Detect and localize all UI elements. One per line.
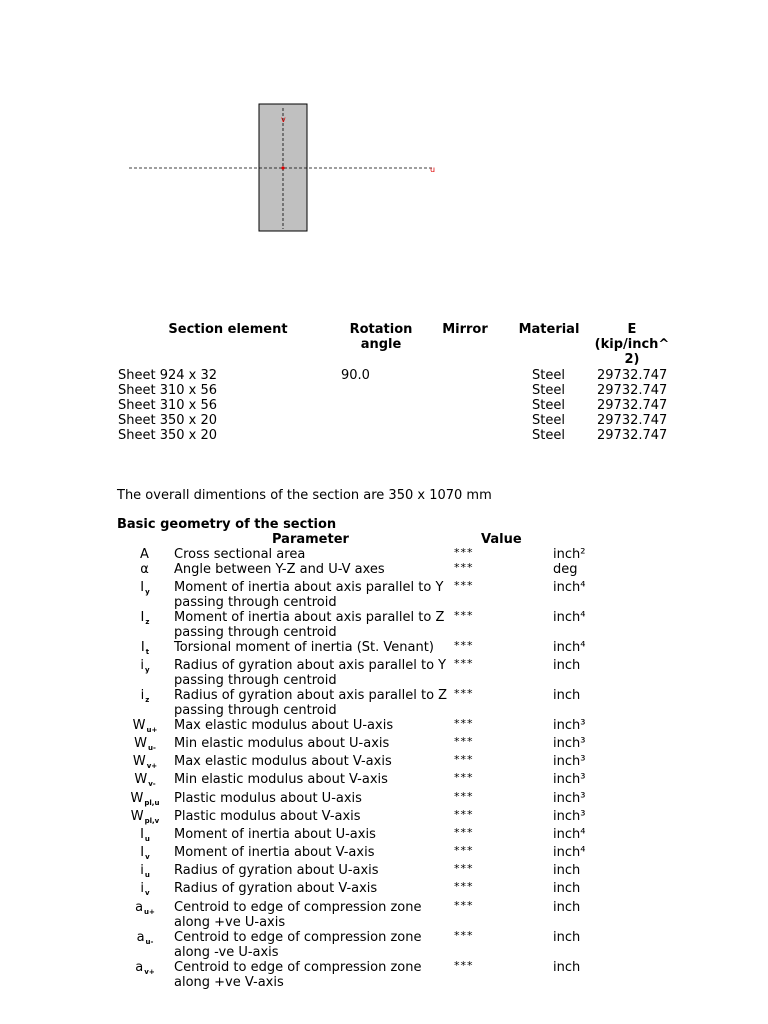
header-mirror: Mirror	[442, 322, 488, 337]
element-name: Sheet 350 x 20	[118, 428, 218, 443]
geometry-value: ***	[454, 959, 474, 972]
element-row	[0, 398, 768, 413]
geometry-description: Min elastic modulus about U-axis	[174, 736, 390, 751]
geometry-unit: inch⁴	[553, 827, 586, 842]
symbol-main: i	[140, 658, 145, 673]
symbol-subscript: z	[145, 618, 150, 626]
symbol-main: a	[135, 960, 144, 975]
symbol-main: A	[140, 547, 149, 562]
geometry-header-parameter: Parameter	[272, 532, 349, 547]
symbol-subscript: u-	[145, 938, 154, 946]
symbol-subscript: u+	[144, 908, 155, 916]
geometry-unit: inch	[553, 960, 581, 975]
geometry-value: ***	[454, 735, 474, 748]
symbol-subscript: pl,v	[144, 817, 160, 825]
geometry-value: ***	[454, 717, 474, 730]
element-name: Sheet 350 x 20	[118, 413, 218, 428]
geometry-value: ***	[454, 826, 474, 839]
geometry-unit: inch³	[553, 809, 586, 824]
geometry-value: ***	[454, 657, 474, 670]
symbol-main: W	[130, 791, 144, 806]
element-e: 29732.747	[597, 413, 668, 428]
geometry-description: Angle between Y-Z and U-V axes	[174, 562, 385, 577]
geometry-symbol	[118, 827, 172, 847]
symbol-subscript: v+	[144, 968, 155, 976]
geometry-unit: inch³	[553, 772, 586, 787]
geometry-unit: inch	[553, 930, 581, 945]
element-row	[0, 368, 768, 383]
element-row	[0, 383, 768, 398]
geometry-symbol	[118, 580, 172, 600]
element-name: Sheet 310 x 56	[118, 398, 218, 413]
geometry-description: Centroid to edge of compression zone along -ve U-axis	[174, 930, 422, 960]
geometry-description: Radius of gyration about axis parallel to Y passing through centroid	[174, 658, 447, 688]
geometry-description: Plastic modulus about U-axis	[174, 791, 362, 806]
geometry-description: Radius of gyration about U-axis	[174, 863, 379, 878]
geometry-symbol	[118, 900, 172, 920]
geometry-unit: inch	[553, 881, 581, 896]
geometry-symbol	[118, 845, 172, 865]
geometry-unit: inch	[553, 900, 581, 915]
symbol-subscript: u-	[147, 744, 156, 752]
symbol-subscript: y	[145, 666, 150, 674]
geometry-unit: inch⁴	[553, 640, 586, 655]
geometry-unit: inch³	[553, 718, 586, 733]
geometry-value: ***	[454, 687, 474, 700]
geometry-description: Moment of inertia about axis parallel to Y passing through centroid	[174, 580, 444, 610]
overall-dimensions-text: The overall dimentions of the section are 350 x 1070 mm	[117, 488, 492, 503]
geometry-value: ***	[454, 561, 474, 574]
geometry-symbol	[118, 640, 172, 660]
geometry-description: Min elastic modulus about V-axis	[174, 772, 388, 787]
geometry-unit: inch	[553, 863, 581, 878]
geometry-description: Max elastic modulus about V-axis	[174, 754, 392, 769]
symbol-subscript: y	[145, 588, 150, 596]
geometry-description: Radius of gyration about axis parallel to Z passing through centroid	[174, 688, 448, 718]
element-material: Steel	[532, 383, 565, 398]
geometry-symbol	[118, 610, 172, 630]
element-material: Steel	[532, 428, 565, 443]
geometry-value: ***	[454, 862, 474, 875]
centroid-marker	[281, 166, 284, 169]
geometry-unit: inch	[553, 658, 581, 673]
element-e: 29732.747	[597, 398, 668, 413]
geometry-symbol	[118, 562, 172, 582]
header-rotation-angle: Rotation angle	[349, 322, 413, 352]
geometry-value: ***	[454, 609, 474, 622]
symbol-main: i	[140, 688, 145, 703]
symbol-subscript: z	[145, 696, 150, 704]
symbol-subscript: u+	[146, 726, 158, 734]
geometry-value: ***	[454, 790, 474, 803]
symbol-subscript: v	[145, 853, 150, 861]
element-name: Sheet 310 x 56	[118, 383, 218, 398]
symbol-main: a	[136, 930, 145, 945]
geometry-description: Cross sectional area	[174, 547, 306, 562]
geometry-symbol	[118, 754, 172, 774]
symbol-main: W	[132, 754, 146, 769]
element-e: 29732.747	[597, 368, 668, 383]
geometry-description: Moment of inertia about V-axis	[174, 845, 375, 860]
geometry-symbol	[118, 736, 172, 756]
symbol-main: I	[140, 610, 145, 625]
geometry-unit: inch⁴	[553, 580, 586, 595]
geometry-symbol	[118, 772, 172, 792]
symbol-subscript: pl,u	[144, 799, 160, 807]
element-material: Steel	[532, 368, 565, 383]
geometry-symbol	[118, 960, 172, 980]
geometry-symbol	[118, 863, 172, 883]
symbol-main: W	[134, 772, 148, 787]
geometry-value: ***	[454, 771, 474, 784]
geometry-unit: inch	[553, 688, 581, 703]
geometry-unit: inch³	[553, 791, 586, 806]
geometry-description: Centroid to edge of compression zone along +ve U-axis	[174, 900, 422, 930]
symbol-subscript: t	[145, 648, 150, 656]
geometry-unit: inch³	[553, 736, 586, 751]
element-rotation: 90.0	[341, 368, 370, 383]
symbol-main: I	[140, 640, 145, 655]
geometry-header-value: Value	[481, 532, 522, 547]
element-e: 29732.747	[597, 383, 668, 398]
element-row	[0, 428, 768, 443]
symbol-main: W	[130, 809, 144, 824]
symbol-main: W	[132, 718, 146, 733]
geometry-description: Centroid to edge of compression zone along +ve V-axis	[174, 960, 422, 990]
geometry-value: ***	[454, 639, 474, 652]
geometry-description: Torsional moment of inertia (St. Venant)	[174, 640, 434, 655]
header-e: E (kip/inch^ 2)	[594, 322, 670, 367]
geometry-unit: inch⁴	[553, 610, 586, 625]
geometry-description: Moment of inertia about axis parallel to Z passing through centroid	[174, 610, 445, 640]
element-material: Steel	[532, 398, 565, 413]
geometry-symbol	[118, 930, 172, 950]
element-row	[0, 413, 768, 428]
geometry-title: Basic geometry of the section	[117, 517, 337, 532]
geometry-value: ***	[454, 899, 474, 912]
symbol-main: I	[140, 580, 145, 595]
u-axis-label: u	[430, 165, 436, 174]
header-section-element: Section element	[168, 322, 288, 337]
symbol-main: a	[135, 900, 144, 915]
geometry-symbol	[118, 688, 172, 708]
v-axis-label: v	[281, 115, 286, 124]
geometry-description: Radius of gyration about V-axis	[174, 881, 378, 896]
geometry-description: Max elastic modulus about U-axis	[174, 718, 394, 733]
geometry-value: ***	[454, 880, 474, 893]
geometry-symbol	[118, 809, 172, 829]
geometry-symbol	[118, 658, 172, 678]
geometry-value: ***	[454, 844, 474, 857]
geometry-value: ***	[454, 579, 474, 592]
geometry-unit: inch²	[553, 547, 586, 562]
geometry-symbol	[118, 881, 172, 901]
geometry-symbol	[118, 718, 172, 738]
geometry-symbol	[118, 791, 172, 811]
geometry-description: Plastic modulus about V-axis	[174, 809, 361, 824]
geometry-value: ***	[454, 929, 474, 942]
geometry-unit: deg	[553, 562, 578, 577]
header-material: Material	[518, 322, 580, 337]
symbol-subscript: v-	[148, 780, 156, 788]
element-material: Steel	[532, 413, 565, 428]
symbol-main: I	[140, 827, 144, 842]
geometry-unit: inch⁴	[553, 845, 586, 860]
symbol-subscript: u	[144, 871, 150, 879]
symbol-subscript: v+	[146, 762, 158, 770]
element-e: 29732.747	[597, 428, 668, 443]
symbol-main: i	[140, 881, 145, 896]
symbol-main: α	[140, 562, 149, 577]
geometry-unit: inch³	[553, 754, 586, 769]
geometry-value: ***	[454, 808, 474, 821]
geometry-value: ***	[454, 546, 474, 559]
symbol-subscript: v	[145, 889, 150, 897]
section-drawing	[0, 0, 768, 300]
geometry-value: ***	[454, 753, 474, 766]
symbol-main: I	[140, 845, 145, 860]
symbol-subscript: u	[144, 835, 150, 843]
element-name: Sheet 924 x 32	[118, 368, 218, 383]
geometry-description: Moment of inertia about U-axis	[174, 827, 376, 842]
symbol-main: W	[134, 736, 147, 751]
symbol-main: i	[140, 863, 144, 878]
